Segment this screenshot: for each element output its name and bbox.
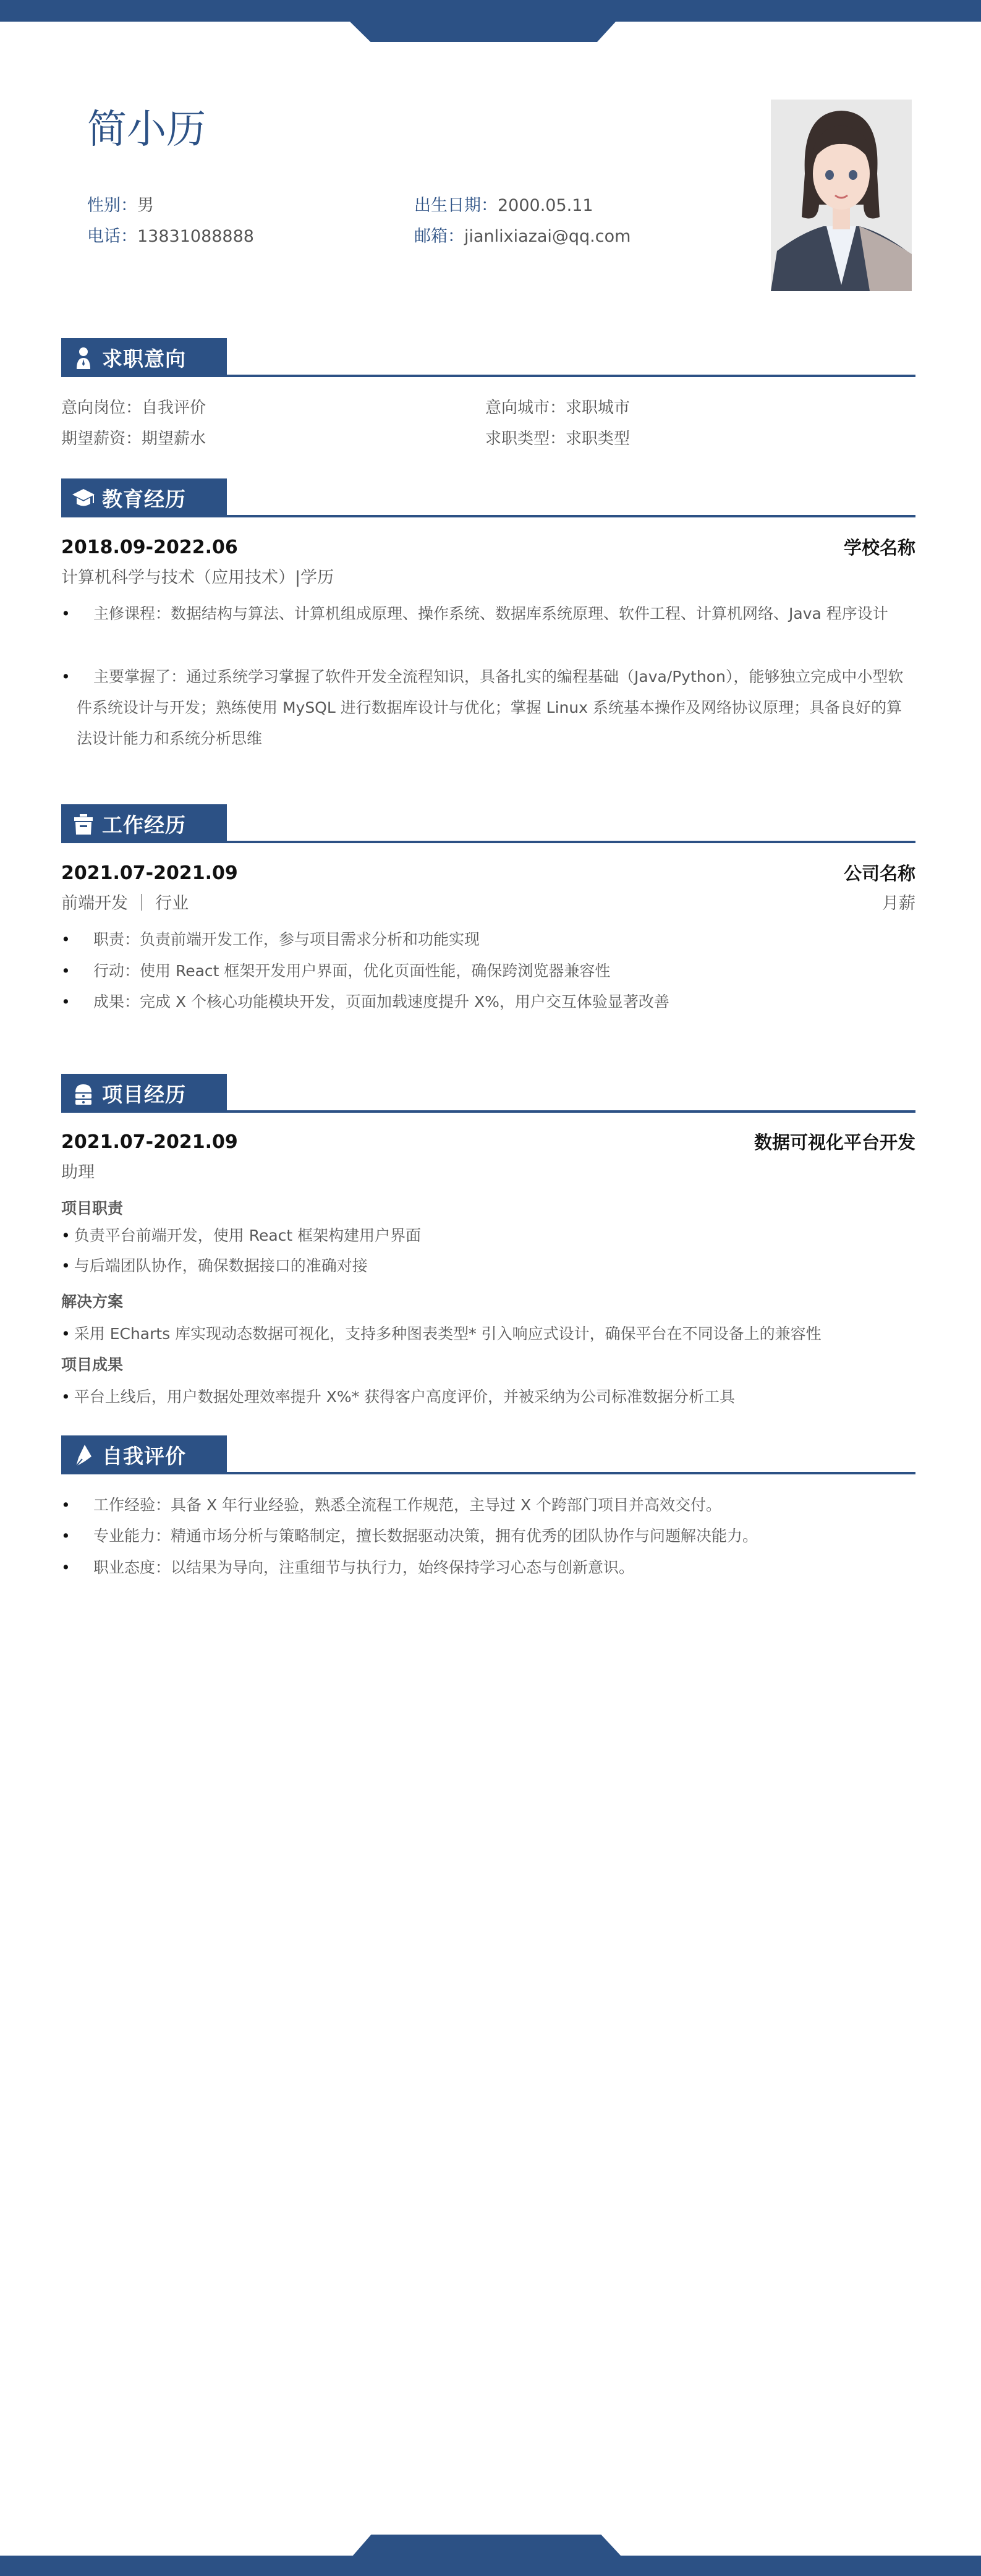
bullet-text: 职业态度：以结果为导向，注重细节与执行力，始终保持学习心态与创新意识。	[93, 1558, 635, 1576]
gender-label: 性别：	[87, 196, 137, 215]
email-label: 邮箱：	[414, 227, 464, 246]
intent-position: 意向岗位：自我评价	[61, 399, 206, 417]
bullet-text: 工作经验：具备 X 年行业经验，熟悉全流程工作规范，主导过 X 个跨部门项目并高效交付。	[93, 1496, 722, 1514]
project-role: 助理	[61, 1163, 95, 1182]
education-bullet	[61, 598, 915, 629]
phone-field	[87, 226, 254, 247]
intent-row-2	[61, 427, 915, 451]
gender-value: 男	[137, 196, 154, 215]
company-name: 公司名称	[843, 863, 915, 884]
work-role-row	[61, 891, 915, 916]
bullet-dot: •	[61, 1558, 70, 1576]
phone-value: 13831088888	[137, 227, 254, 246]
section-title: 工作经历	[102, 813, 186, 837]
profile-photo	[771, 100, 912, 291]
bullet-dot: •	[61, 1496, 70, 1514]
bullet-dot: •	[61, 668, 70, 686]
work-header-row	[61, 861, 915, 886]
project-name: 数据可视化平台开发	[754, 1132, 915, 1153]
education-bullet	[61, 661, 915, 754]
section-title: 项目经历	[102, 1082, 186, 1107]
project-duty-title: 项目职责	[61, 1199, 124, 1217]
project-date: 2021.07-2021.09	[61, 1131, 238, 1153]
intent-salary: 期望薪资：期望薪水	[61, 430, 206, 448]
section-header-education	[61, 478, 915, 517]
bullet-text: 行动：使用 React 框架开发用户界面，优化页面性能，确保跨浏览器兼容性	[93, 962, 611, 980]
project-header-row	[61, 1130, 915, 1155]
bullet-text: 主要掌握了：通过系统学习掌握了软件开发全流程知识，具备扎实的编程基础（Java/Python），能够独立完成中小型软件系统设计与开发；熟练使用 MySQL 进行数据库设计与优化；掌握 Linux 系统基本操作及网络协议原理；具备良好的算法设计能力和系统分析思维	[77, 668, 904, 747]
section-divider	[227, 1472, 915, 1474]
section-title: 自我评价	[102, 1444, 186, 1468]
bullet-dot: •	[61, 605, 70, 623]
work-date: 2021.07-2021.09	[61, 862, 238, 884]
email-value: jianlixiazai@qq.com	[464, 227, 631, 246]
work-bullet	[61, 987, 915, 1018]
candidate-name: 简小历	[87, 107, 206, 153]
section-divider	[227, 375, 915, 377]
project-solution-item	[61, 1322, 822, 1346]
gender-field	[87, 195, 154, 216]
bullet-text: 主修课程：数据结构与算法、计算机组成原理、操作系统、数据库系统原理、软件工程、计算机网络、Java 程序设计	[93, 605, 888, 623]
birth-field	[414, 195, 593, 216]
section-header-project	[61, 1074, 915, 1113]
section-header-intent	[61, 338, 915, 377]
section-divider	[227, 515, 915, 517]
bullet-dot: •	[61, 1527, 70, 1545]
bullet-text: 职责：负责前端开发工作，参与项目需求分析和功能实现	[93, 930, 480, 948]
project-result-title: 项目成果	[61, 1356, 124, 1374]
bullet-text: 负责平台前端开发，使用 React 框架构建用户界面	[74, 1226, 422, 1244]
work-role: 前端开发 ｜ 行业	[61, 894, 189, 913]
bullet-dot: •	[61, 930, 70, 948]
self-bullet	[61, 1490, 915, 1521]
birth-value: 2000.05.11	[498, 196, 593, 215]
bullet-text: 专业能力：精通市场分析与策略制定，擅长数据驱动决策，拥有优秀的团队协作与问题解决能力。	[93, 1527, 758, 1545]
email-field	[414, 226, 631, 247]
project-icon	[71, 1081, 96, 1106]
bullet-dot: •	[61, 1226, 70, 1244]
section-divider	[227, 1110, 915, 1113]
birth-label: 出生日期：	[414, 196, 498, 215]
bullet-text: 平台上线后，用户数据处理效率提升 X%* 获得客户高度评价，并被采纳为公司标准数据分析工具	[74, 1388, 736, 1406]
self-bullet	[61, 1521, 915, 1552]
bullet-dot: •	[61, 1388, 70, 1406]
pen-icon	[71, 1443, 96, 1468]
self-bullet	[61, 1552, 915, 1583]
section-title: 教育经历	[102, 487, 186, 511]
intent-row-1	[61, 396, 915, 420]
graduation-cap-icon	[71, 486, 96, 511]
school-name: 学校名称	[843, 537, 915, 558]
bullet-dot: •	[61, 962, 70, 980]
intent-type: 求职类型：求职类型	[485, 430, 631, 448]
work-salary: 月薪	[882, 894, 915, 913]
person-icon	[71, 346, 96, 370]
education-header-row	[61, 535, 915, 561]
project-duty-item	[61, 1223, 421, 1248]
bullet-dot: •	[61, 993, 70, 1011]
work-bullet	[61, 924, 915, 955]
briefcase-icon	[71, 812, 96, 836]
project-solution-title: 解决方案	[61, 1293, 124, 1311]
work-bullet	[61, 956, 915, 987]
bullet-text: 与后端团队协作，确保数据接口的准确对接	[74, 1257, 368, 1275]
education-date: 2018.09-2022.06	[61, 537, 238, 558]
section-header-work	[61, 804, 915, 843]
bullet-text: 成果：完成 X 个核心功能模块开发，页面加载速度提升 X%，用户交互体验显著改善	[93, 993, 669, 1011]
section-title: 求职意向	[102, 347, 186, 371]
education-major: 计算机科学与技术（应用技术）|学历	[61, 568, 334, 587]
project-result-item	[61, 1385, 735, 1409]
section-header-self	[61, 1435, 915, 1474]
bottom-banner	[0, 2556, 981, 2576]
bullet-text: 采用 ECharts 库实现动态数据可视化，支持多种图表类型* 引入响应式设计，确保平台在不同设备上的兼容性	[74, 1325, 822, 1343]
intent-city: 意向城市：求职城市	[485, 399, 631, 417]
bottom-banner-tab	[352, 2535, 621, 2556]
top-banner	[0, 0, 981, 22]
bullet-dot: •	[61, 1325, 70, 1343]
section-divider	[227, 841, 915, 843]
phone-label: 电话：	[87, 227, 137, 246]
bullet-dot: •	[61, 1257, 70, 1275]
project-duty-item	[61, 1254, 368, 1278]
top-banner-tab	[349, 21, 616, 42]
